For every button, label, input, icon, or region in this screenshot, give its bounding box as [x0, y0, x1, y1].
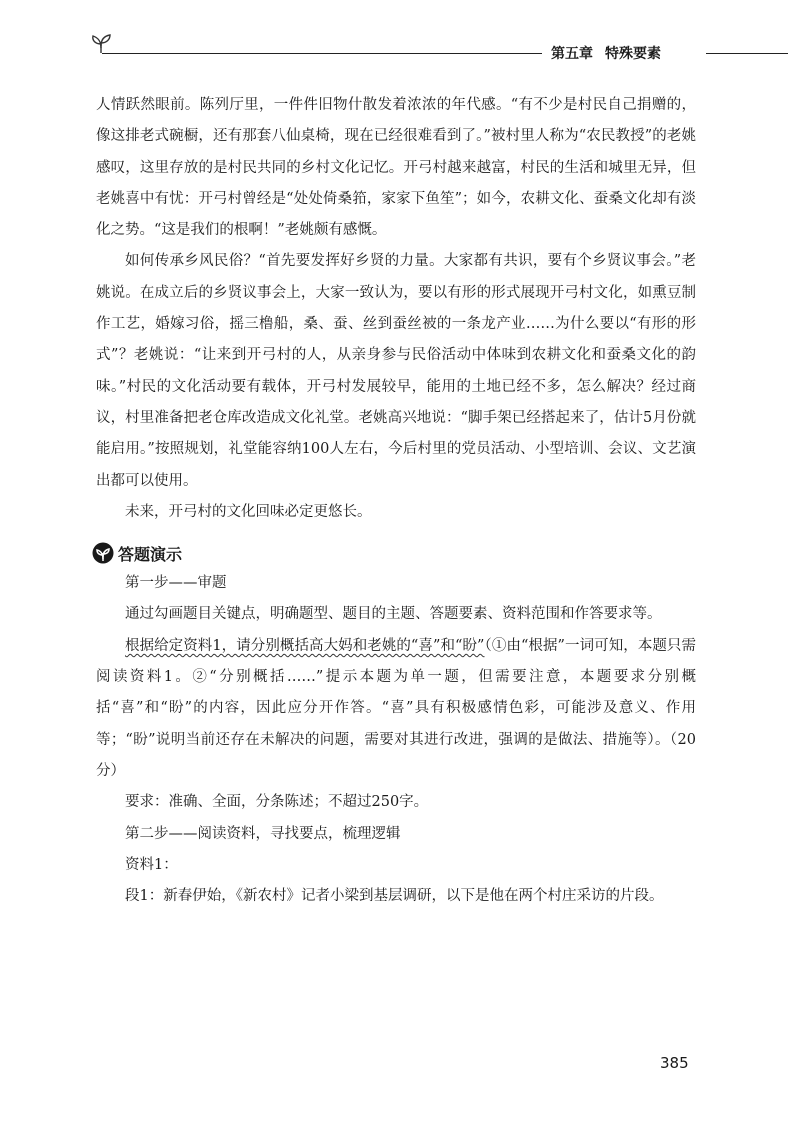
chapter-number: 第五章 — [551, 46, 593, 62]
material-label: 资料1： — [125, 856, 178, 873]
step1-intro: 通过勾画题目关键点，明确题型、题目的主题、答题要素、资料范围和作答要求等。 — [125, 606, 662, 623]
step1-requirement: 要求：准确、全面，分条陈述；不超过250字。 — [125, 794, 429, 811]
header-rule-right — [706, 53, 788, 54]
body-paragraph-1: 人情跃然眼前。陈列厅里，一件件旧物什散发着浓浓的年代感。“有不少是村民自己捐赠的，像这排老式碗橱，还有那套八仙桌椅，现在已经很难看到了。”被村里人称为“农民教授”的老姚感叹，这里存放的是村民共同的乡村文化记忆。开弓村越来越富，村民的生活和城里无异，但老姚喜中有忧：开弓村曾经是“处处倚桑筘，家家下鱼笙”；如今，农耕文化、蚕桑文化却有淡化之势。“这是我们的根啊！”老姚颇有感慨。 — [96, 97, 696, 239]
sprout-badge-icon — [92, 542, 114, 564]
step1-title: 第一步——审题 — [125, 575, 227, 592]
step1-question — [96, 631, 696, 787]
question-underlined: 根据给定资料1，请分别概括高大妈和老姚的“喜”和“盼” — [125, 637, 485, 654]
running-header — [88, 28, 788, 68]
chapter-section: 特殊要素 — [605, 46, 661, 62]
body-paragraph-3: 未来，开弓村的文化回味必定更悠长。 — [125, 503, 372, 520]
sprout-icon — [88, 28, 114, 54]
answer-section-title: 答题演示 — [118, 544, 183, 564]
chapter-title — [551, 43, 673, 63]
step2-title: 第二步——阅读资料，寻找要点，梳理逻辑 — [125, 825, 401, 842]
page-number: 385 — [660, 1054, 689, 1072]
page-content — [96, 90, 696, 912]
header-rule-left — [102, 53, 542, 54]
question-analysis: （①由“根据”一词可知，本题只需阅读资料1。②“分别概括……”提示本题为单一题，但需要注意，本题要求分别概括“喜”和“盼”的内容，因此应分开作答。“喜”具有积极感情色彩，可能涉及意义、作用等；“盼”说明当前还存在未解决的问题，需要对其进行改进，强调的是做法、措施等）。（20分） — [96, 637, 696, 779]
material-segment-1: 段1：新春伊始，《新农村》记者小梁到基层调研，以下是他在两个村庄采访的片段。 — [125, 888, 664, 905]
answer-section-heading — [92, 538, 696, 568]
body-paragraph-2: 如何传承乡风民俗？“首先要发挥好乡贤的力量。大家都有共识，要有个乡贤议事会。”老姚说。在成立后的乡贤议事会上，大家一致认为，要以有形的形式展现开弓村文化，如熏豆制作工艺，婚嫁习俗，摇三橹船，桑、蚕、丝到蚕丝被的一条龙产业……为什么要以“有形的形式”？老姚说：“让来到开弓村的人，从亲身参与民俗活动中体味到农耕文化和蚕桑文化的韵味。”村民的文化活动要有载体，开弓村发展较早，能用的土地已经不多，怎么解决？经过商议，村里准备把老仓库改造成文化礼堂。老姚高兴地说：“脚手架已经搭起来了，估计5月份就能启用。”按照规划，礼堂能容纳100人左右，今后村里的党员活动、小型培训、会议、文艺演出都可以使用。 — [96, 253, 696, 489]
